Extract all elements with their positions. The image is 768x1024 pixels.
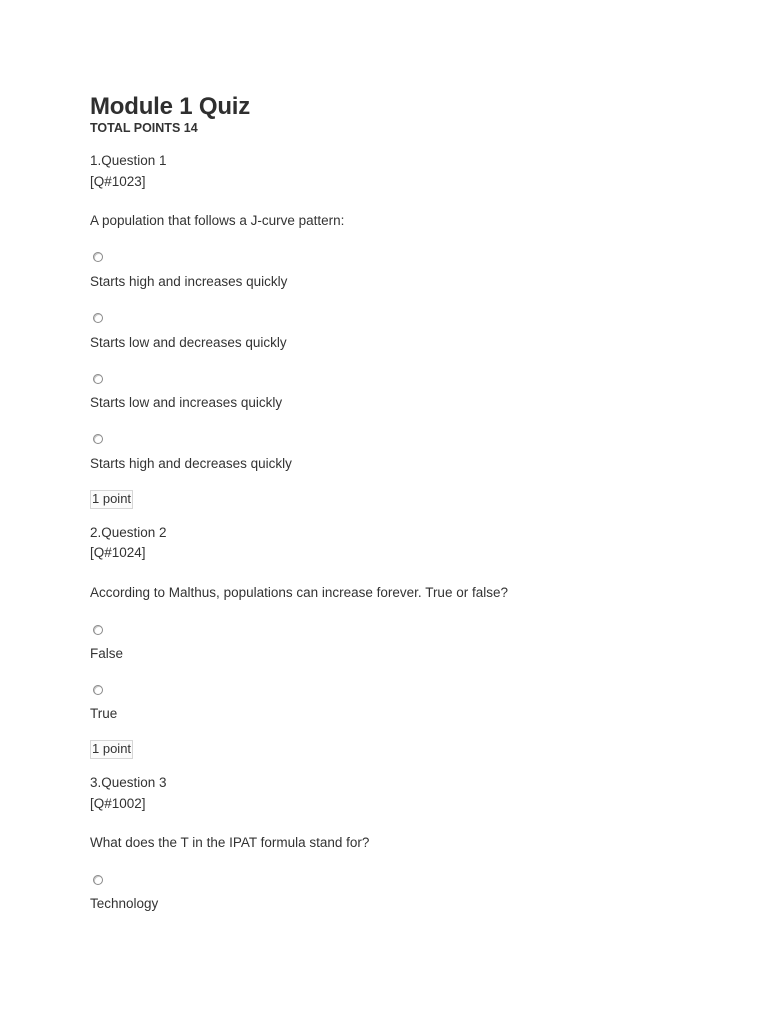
question-id: [Q#1023]	[90, 174, 146, 189]
option-label[interactable]: Starts low and decreases quickly	[90, 335, 287, 350]
page-title: Module 1 Quiz	[90, 93, 251, 120]
option-label[interactable]: Starts low and increases quickly	[90, 395, 283, 410]
question-number: 3.Question 3	[90, 775, 167, 790]
radio-option-1-3[interactable]	[93, 374, 103, 384]
radio-option-1-4[interactable]	[93, 434, 103, 444]
question-id: [Q#1024]	[90, 545, 146, 560]
question-prompt: According to Malthus, populations can increase forever. True or false?	[90, 585, 508, 600]
question-prompt: A population that follows a J-curve pattern:	[90, 213, 345, 228]
option-label[interactable]: True	[90, 706, 118, 721]
question-prompt: What does the T in the IPAT formula stand for?	[90, 835, 370, 850]
question-number: 1.Question 1	[90, 153, 167, 168]
radio-option-2-1[interactable]	[93, 625, 103, 635]
points-badge: 1 point	[90, 490, 133, 509]
points-badge: 1 point	[90, 740, 133, 759]
radio-option-1-2[interactable]	[93, 313, 103, 323]
radio-option-2-2[interactable]	[93, 685, 103, 695]
question-number: 2.Question 2	[90, 525, 167, 540]
option-label[interactable]: False	[90, 646, 124, 661]
total-points: TOTAL POINTS 14	[90, 121, 198, 135]
option-label[interactable]: Starts high and decreases quickly	[90, 456, 292, 471]
option-label[interactable]: Technology	[90, 896, 159, 911]
option-label[interactable]: Starts high and increases quickly	[90, 274, 288, 289]
radio-option-1-1[interactable]	[93, 252, 103, 262]
radio-option-3-1[interactable]	[93, 875, 103, 885]
question-id: [Q#1002]	[90, 796, 146, 811]
